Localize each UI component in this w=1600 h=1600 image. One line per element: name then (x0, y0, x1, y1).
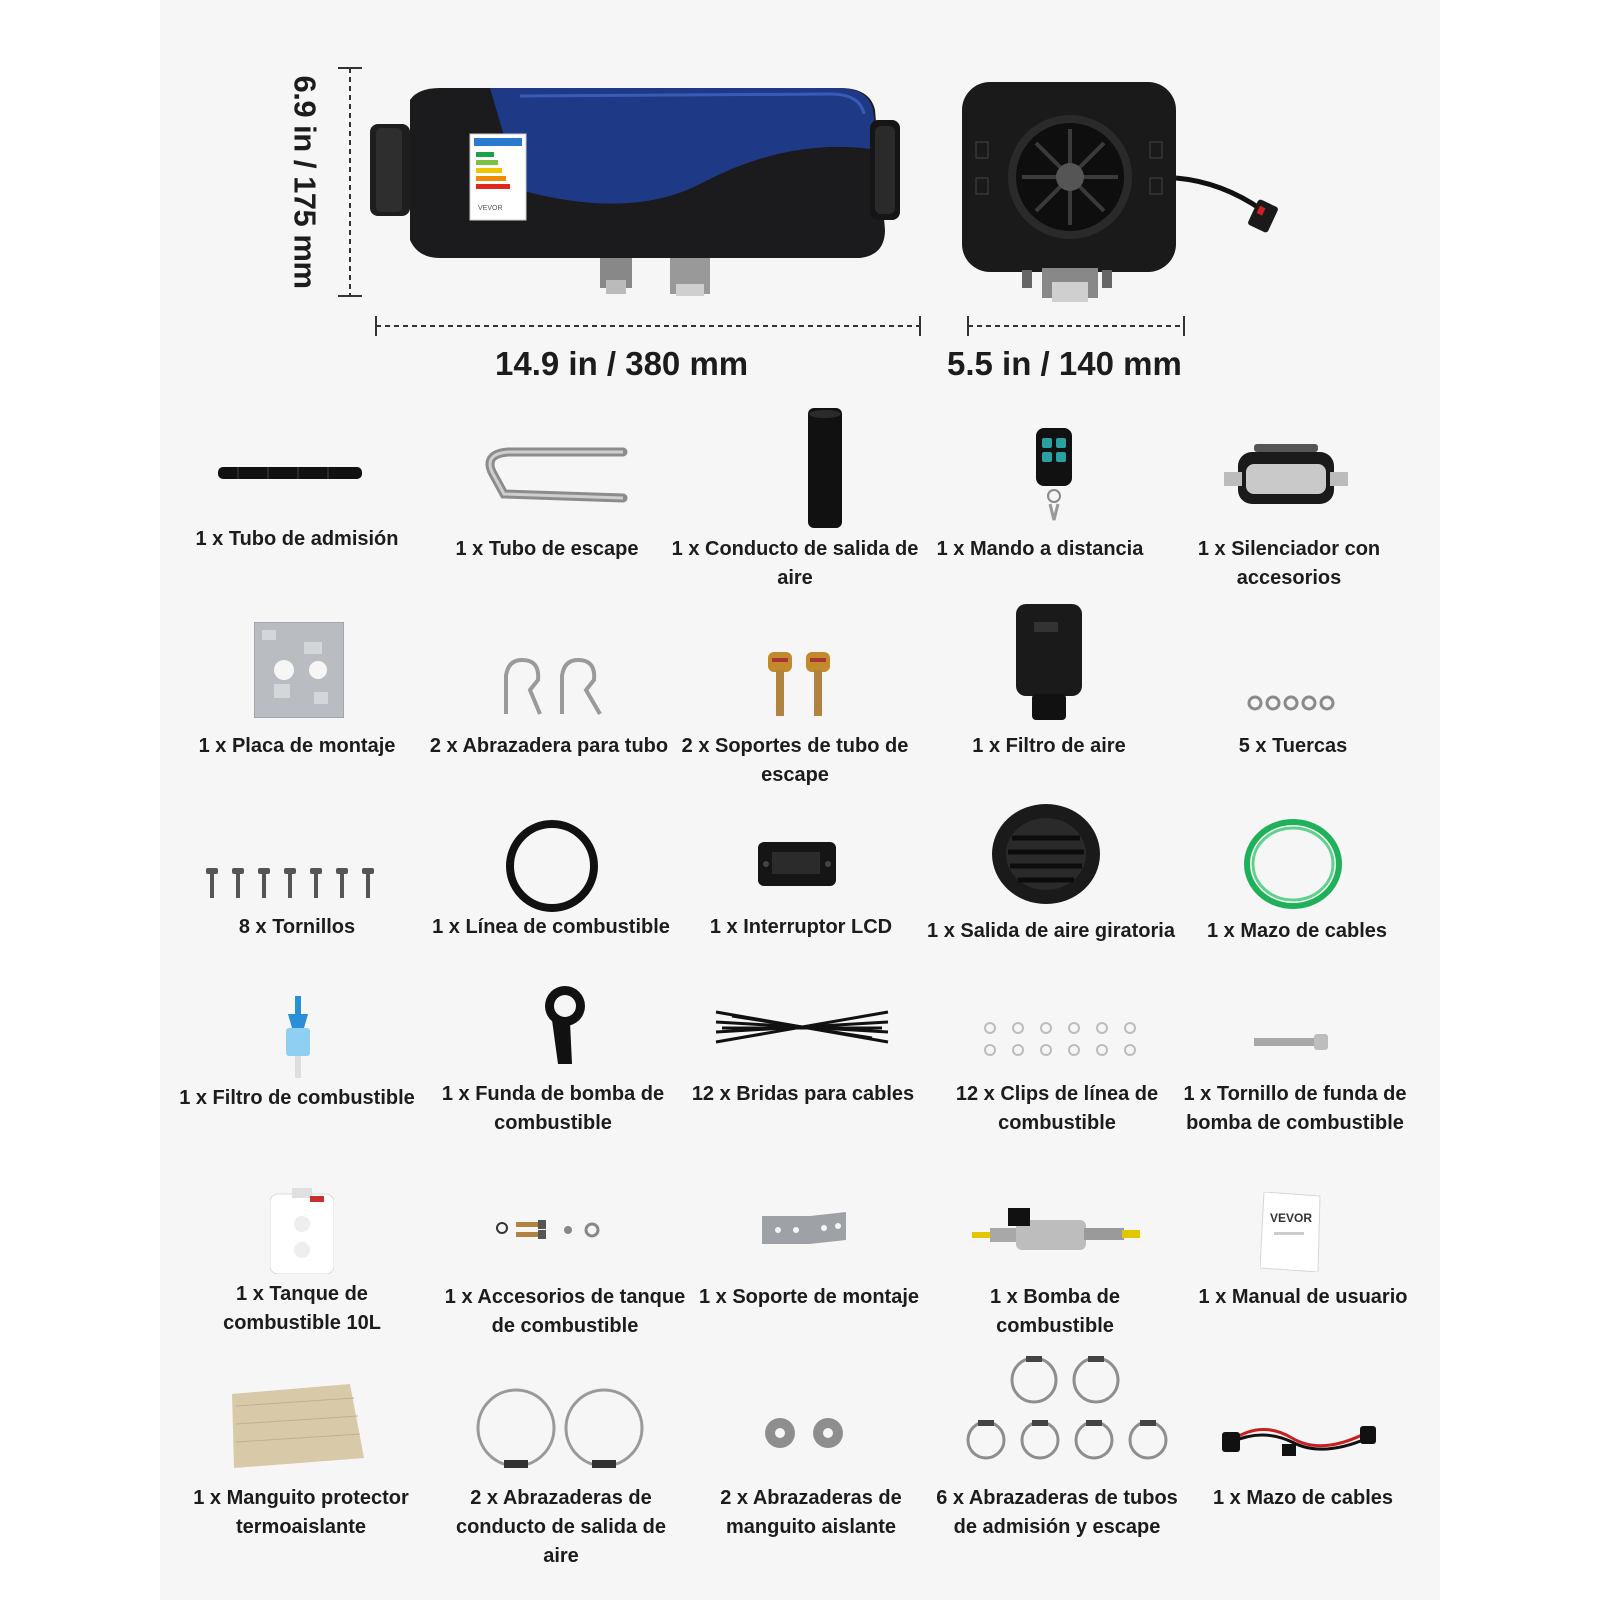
pump-sleeve-icon (536, 984, 594, 1068)
item-label-6: 1 x Placa de montaje (198, 735, 396, 757)
item-label-16: 1 x Filtro de combustible (179, 1087, 415, 1109)
item-label-22: 1 x Accesorios de tanque de combustible (444, 1286, 686, 1337)
air-filter-icon (1014, 604, 1084, 720)
sleeve-bolt-icon (1254, 1032, 1330, 1052)
item-label-14: 1 x Salida de aire giratoria (927, 920, 1175, 942)
green-tube-icon (1238, 814, 1348, 914)
item-label-12: 1 x Línea de combustible (432, 916, 670, 938)
fuel-line-clips-icon (980, 1020, 1144, 1060)
item-label-10: 5 x Tuercas (1238, 735, 1348, 757)
item-label-27: 2 x Abrazaderas de conducto de salida de aire (455, 1487, 667, 1567)
item-label-23: 1 x Soporte de montaje (698, 1286, 920, 1308)
user-manual-icon (1260, 1192, 1324, 1272)
item-label-20: 1 x Tornillo de funda de bomba de combustible (1183, 1083, 1407, 1134)
item-label-21: 1 x Tanque de combustible 10L (223, 1283, 381, 1334)
height-dimension: 6.9 in / 175 mm (288, 75, 323, 289)
air-duct-icon (806, 408, 844, 528)
item-label-19: 12 x Clips de línea de combustible (955, 1083, 1159, 1134)
silencer-icon (1224, 444, 1348, 510)
mounting-plate-icon (254, 622, 344, 718)
insulation-sleeve-icon (226, 1384, 366, 1470)
cable-ties-icon (712, 1008, 892, 1048)
remote-control-icon (1032, 428, 1076, 524)
item-label-9: 1 x Filtro de aire (972, 735, 1126, 757)
item-label-17: 1 x Funda de bomba de combustible (441, 1083, 665, 1134)
item-label-1: 1 x Tubo de admisión (195, 528, 399, 550)
item-label-18: 12 x Bridas para cables (691, 1083, 915, 1105)
lcd-switch-icon (758, 842, 836, 886)
exhaust-support-icon (762, 650, 836, 718)
item-label-8: 2 x Soportes de tubo de escape (681, 735, 909, 786)
fuel-pump-icon (972, 1206, 1148, 1262)
item-label-30: 1 x Mazo de cables (1212, 1487, 1394, 1509)
width-dimension: 5.5 in / 140 mm (947, 345, 1182, 382)
tank-accessories-icon (494, 1216, 606, 1244)
screws-icon (204, 866, 394, 902)
duct-clamps-icon (474, 1386, 646, 1472)
hose-clamps-icon (962, 1354, 1172, 1472)
item-label-2: 1 x Tubo de escape (455, 538, 639, 560)
item-label-3: 1 x Conducto de salida de aire (671, 538, 919, 589)
intake-hose-icon (218, 460, 362, 486)
svg-text:VEVOR: VEVOR (478, 205, 503, 212)
rotary-air-outlet-icon (990, 802, 1102, 906)
item-label-5: 1 x Silenciador con accesorios (1197, 538, 1381, 589)
item-label-7: 2 x Abrazadera para tubo (429, 735, 669, 757)
pipe-clamp-icon (500, 656, 612, 716)
item-label-26: 1 x Manguito protector termoaislante (193, 1487, 409, 1538)
item-label-11: 8 x Tornillos (238, 916, 356, 938)
mounting-bracket-icon (762, 1210, 846, 1246)
item-label-28: 2 x Abrazaderas de manguito aislante (720, 1487, 902, 1538)
item-label-24: 1 x Bomba de combustible (989, 1286, 1121, 1337)
dimension-lines (0, 0, 1600, 400)
length-dimension: 14.9 in / 380 mm (495, 345, 749, 382)
fuel-filter-icon (282, 996, 314, 1080)
fuel-line-icon (502, 816, 602, 916)
exhaust-pipe-icon (478, 444, 628, 504)
item-label-15: 1 x Mazo de cables (1206, 920, 1388, 942)
nuts-icon (1246, 694, 1338, 712)
wiring-harness-icon (1222, 1410, 1378, 1462)
washers-icon (760, 1416, 850, 1450)
item-label-4: 1 x Mando a distancia (936, 538, 1144, 560)
item-label-29: 6 x Abrazaderas de tubos de admisión y escape (936, 1487, 1178, 1538)
svg-text:VEVOR: VEVOR (1270, 1211, 1313, 1225)
fuel-tank-icon (270, 1188, 334, 1274)
item-label-25: 1 x Manual de usuario (1198, 1286, 1408, 1308)
item-label-13: 1 x Interruptor LCD (709, 916, 893, 938)
